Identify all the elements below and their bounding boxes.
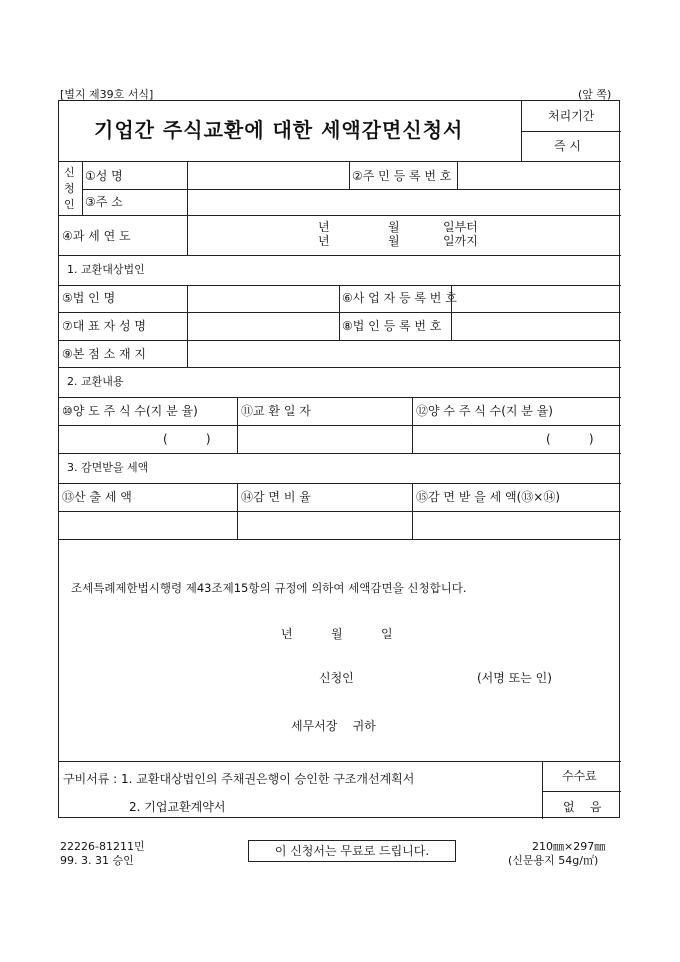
sign-or-seal-label: (서명 또는 인) [477,671,552,685]
tax-year-to-year: 년 [318,234,330,248]
computed-tax-label: ⑬산 출 세 액 [62,490,132,504]
corp-reg-number-label: ⑧법 인 등 록 번 호 [342,319,442,333]
fee-label: 수수료 [562,769,597,783]
declaration-statement: 조세특례제한법시행령 제43조제15항의 규정에 의하여 세액감면을 신청합니다. [71,581,467,595]
reduction-rate-label: ⑭감 면 비 율 [241,490,311,504]
reduced-tax-label: ⑮감 면 받 을 세 액(⑬×⑭) [416,490,561,504]
transfer-shares-label: ⑩양 도 주 식 수(지 분 율) [62,404,198,418]
section1-heading: 1. 교환대상법인 [67,263,145,276]
representative-name-label: ⑦대 표 자 성 명 [62,319,146,333]
form-number: [별지 제39호 서식] [60,88,154,101]
application-form [58,100,620,818]
form-title: 기업간 주식교환에 대한 세액감면신청서 [94,118,464,142]
exchange-date-label: ⑪교 환 일 자 [241,404,311,418]
biz-reg-number-label: ⑥사 업 자 등 록 번 호 [342,291,457,305]
applicant-section-label: 신 청 인 [64,166,75,211]
approval-date: 99. 3. 31 승인 [60,854,134,867]
declaration-year: 년 [281,627,293,641]
required-document-2: 2. 기업교환계약서 [129,800,226,814]
tax-year-to-day: 일까지 [443,234,478,248]
head-office-label: ⑨본 점 소 재 지 [62,347,146,361]
tax-year-from-day: 일부터 [443,220,478,234]
free-notice: 이 신청서는 무료로 드립니다. [248,840,456,862]
paper-type: (신문용지 54g/㎡) [508,854,599,867]
address-label: ③주 소 [85,195,123,209]
fee-value: 없 음 [563,800,602,814]
resident-number-label: ②주 민 등 록 번 호 [352,169,452,183]
name-label: ①성 명 [85,169,123,183]
declaration-month: 월 [331,627,343,641]
paper-size: 210㎜×297㎜ [532,840,606,853]
tax-year-label: ④과 세 연 도 [62,229,131,243]
receive-shares-paren: ( ) [546,432,594,446]
tax-year-from-year: 년 [318,220,330,234]
corp-name-label: ⑤법 인 명 [62,291,116,305]
declaration-day: 일 [381,627,393,641]
required-documents-label: 구비서류 : 1. 교환대상법인의 주채권은행이 승인한 구조개선계획서 [63,772,415,786]
section2-heading: 2. 교환내용 [67,375,124,388]
form-code: 22226-81211민 [60,840,145,853]
transfer-shares-paren: ( ) [163,432,211,446]
applicant-sign-label: 신청인 [319,671,354,685]
processing-period-label: 처리기간 [548,109,595,123]
tax-year-from-month: 월 [388,220,400,234]
section3-heading: 3. 감면받을 세액 [67,461,149,474]
addressee: 세무서장 귀하 [291,719,376,733]
receive-shares-label: ⑫양 수 주 식 수(지 분 율) [416,404,553,418]
side-label: (앞 쪽) [578,88,612,101]
processing-period-value: 즉 시 [554,139,581,153]
tax-year-to-month: 월 [388,234,400,248]
